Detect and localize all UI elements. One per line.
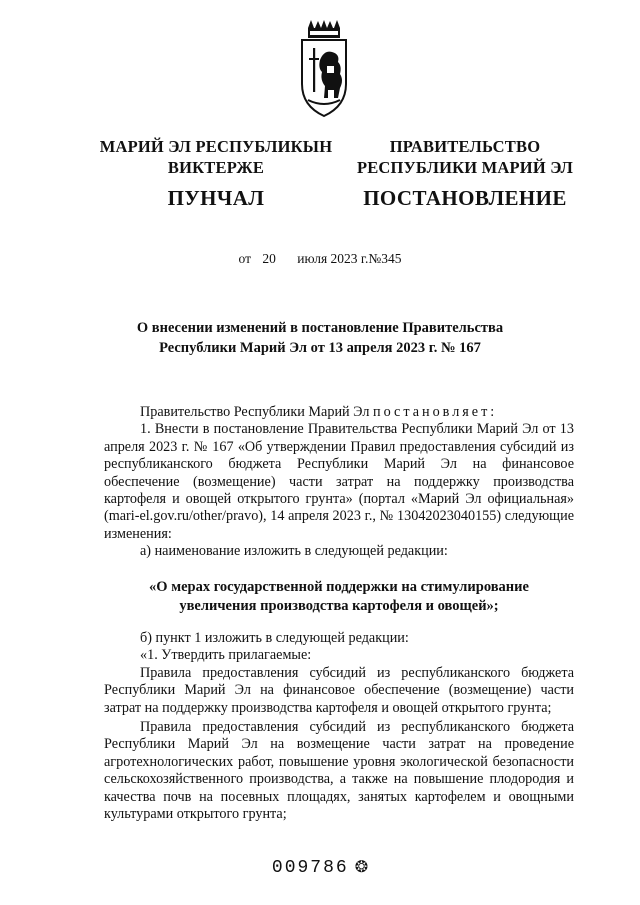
document-number: №345 xyxy=(368,251,402,266)
date-month-year: июля 2023 г. xyxy=(297,251,369,266)
header-left-line2: ВИКТЕРЖЕ xyxy=(167,158,265,177)
paragraph-b: б) пункт 1 изложить в следующей редакции: xyxy=(140,630,409,646)
intro-verb: постановляет: xyxy=(372,404,498,420)
header-left-line1: МАРИЙ ЭЛ РЕСПУБЛИКЫН xyxy=(99,137,333,156)
quoted-name xyxy=(104,578,574,616)
header-right-line2: РЕСПУБЛИКИ МАРИЙ ЭЛ xyxy=(356,158,574,177)
quote-line2: увеличения производства картофеля и овощей»; xyxy=(179,598,499,614)
paragraph-approve: «1. Утвердить прилагаемые: xyxy=(140,647,312,664)
title-line1: О внесении изменений в постановление Правительства xyxy=(136,320,504,336)
serial-value: 009786 xyxy=(271,858,349,878)
seal-mark-icon: ❂ xyxy=(354,857,369,876)
date-prefix: от xyxy=(238,251,252,266)
title-line2: Республики Марий Эл от 13 апреля 2023 г. № 167 xyxy=(159,340,481,356)
body-block-2 xyxy=(104,630,574,823)
rules-item-2: Правила предоставления субсидий из республиканского бюджета Республики Марий Эл на возмещение части затрат на проведение агротехнологических работ, повышение уровня экологической безопасности сельскохозяйственного производства, а также на повышение плодородия и качества почв на посевных площадях, занятых картофелем и овощными культурами открытого грунта; xyxy=(104,719,574,823)
header-left-doc-type: ПУНЧАЛ xyxy=(167,186,265,210)
date-line xyxy=(0,251,640,267)
header-mari xyxy=(90,136,342,211)
header-russian xyxy=(355,136,575,211)
serial-number xyxy=(0,857,640,878)
header-right-line1: ПРАВИТЕЛЬСТВО xyxy=(389,137,541,156)
rules-item-1: Правила предоставления субсидий из республиканского бюджета Республики Марий Эл на финансовое обеспечение (возмещение) части затрат на поддержку производства картофеля и овощей открытого грунта; xyxy=(104,664,574,716)
paragraph-a: а) наименование изложить в следующей редакции: xyxy=(140,543,448,560)
date-day: 20 xyxy=(262,251,276,266)
quote-line1: «О мерах государственной поддержки на стимулирование xyxy=(149,579,529,595)
paragraph-1: 1. Внести в постановление Правительства Республики Марий Эл от 13 апреля 2023 г. № 167 «Об утверждении Правил предоставления субсидий из республиканского бюджета Республики Марий Эл на финансовое обеспечение (возмещение) части затрат на поддержку производства картофеля и овощей открытого грунта» (портал «Марий Эл официальная» (mari-el.gov.ru/other/pravo), 14 апреля 2023 г., № 13042023040155) следующие изменения: xyxy=(104,421,574,542)
intro-paragraph xyxy=(104,404,574,421)
body-block-1 xyxy=(104,404,574,561)
document-title xyxy=(100,318,540,358)
coat-of-arms-icon xyxy=(298,20,350,118)
header-right-doc-type: ПОСТАНОВЛЕНИЕ xyxy=(363,186,567,210)
intro-subject: Правительство Республики Марий Эл xyxy=(140,404,370,420)
